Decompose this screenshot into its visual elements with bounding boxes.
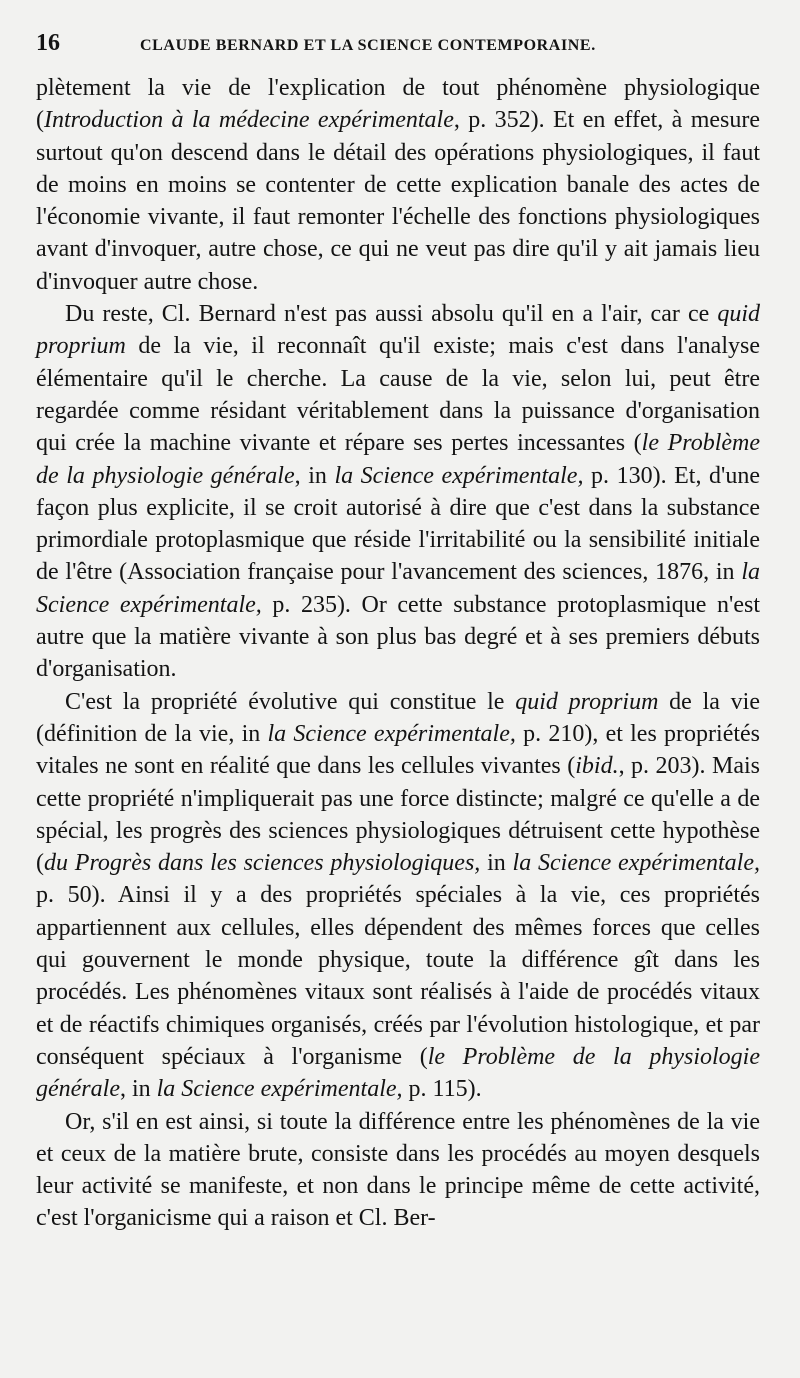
italic-span: Introduction à la médecine expérimentale — [44, 107, 454, 134]
text-span: de la vie, il reconnaît qu'il existe; mais c'est dans l'analyse élémentaire qu'il le cherche. La cause de la vie, selon lui, peut être regardée comme résidant véritablement dans la puissance d'organisation qui crée la machine vivante et répare ses pertes incessantes ( — [36, 333, 760, 457]
text-span: p. 50). Ainsi il y a des propriétés spéciales à la vie, ces propriétés appartiennent aux cellules, elles dépendent des mêmes forces que celles qui gouvernent le monde physique, toute la différence gît dans les procédés. Les phénomènes vitaux sont réalisés à l'aide de procédés vitaux et de réactifs chimiques organisés, créés par l'évolution histologique, et par conséquent spéciaux à l'organisme ( — [36, 882, 760, 1070]
italic-span: la Science expérimentale, — [512, 850, 760, 877]
text-span: Du reste, Cl. Bernard n'est pas aussi absolu qu'il en a l'air, car ce — [65, 301, 718, 328]
text-span: , in — [294, 462, 335, 489]
paragraph — [36, 72, 760, 298]
body-text — [36, 72, 760, 1235]
italic-span: la Science expérimentale, — [156, 1076, 403, 1103]
italic-span: quid proprium — [36, 301, 760, 360]
paragraph — [36, 298, 760, 686]
text-span: p. 115). — [402, 1076, 482, 1103]
running-title: CLAUDE BERNARD ET LA SCIENCE CONTEMPORAINE. — [140, 37, 596, 54]
text-span: , in — [119, 1076, 157, 1103]
text-span: p. 235). Or cette substance protoplasmique n'est autre que la matière vivante à son plus bas degré et à ses premiers débuts d'organisation. — [36, 591, 760, 683]
text-span: C'est la propriété évolutive qui constitue le — [65, 688, 516, 715]
text-span: de la vie (définition de la vie, in — [36, 688, 760, 747]
text-span: plètement la vie de l'explication de tout phénomène physiologique ( — [36, 75, 760, 134]
text-span: in — [480, 850, 513, 877]
paragraph — [36, 686, 760, 1106]
page-number: 16 — [36, 30, 60, 56]
running-head — [36, 30, 760, 66]
italic-span: la Science expérimentale, — [267, 720, 516, 747]
italic-span: le Problème de la physiologie générale — [36, 430, 760, 489]
italic-span: la Science expérimentale, — [36, 559, 760, 618]
paragraph — [36, 1106, 760, 1235]
italic-span: du Progrès dans les sciences physiologiques, — [44, 850, 481, 877]
text-span: , p. 352). Et en effet, à mesure surtout qu'on descend dans le détail des opérations physiologiques, il faut de moins en moins se contenter de cette explication banale des actes de l'économie vivante, il faut remonter l'échelle des fonctions physiologiques avant d'invoquer, autre chose, ce qui ne veut pas dire qu'il y ait jamais lieu d'invoquer autre chose. — [36, 107, 761, 295]
text-span: , p. 203). Mais cette propriété n'impliquerait pas une force distincte; malgré ce qu'elle a de spécial, les progrès des sciences physiologiques détruisent cette hypothèse ( — [36, 753, 760, 877]
text-span: p. 130). Et, d'une façon plus explicite, il se croit autorisé à dire que c'est dans la substance primordiale protoplasmique que réside l'irritabilité ou la sensibilité initiale de l'être (Association française pour l'avancement des sciences, 1876, in — [36, 462, 761, 586]
italic-span: ibid. — [575, 753, 619, 780]
italic-span: le Problème de la physiologie générale — [36, 1043, 760, 1103]
text-span: p. 210), et les propriétés vitales ne sont en réalité que dans les cellules vivantes ( — [36, 720, 761, 780]
italic-span: la Science expérimentale, — [334, 462, 584, 489]
italic-span: quid proprium — [515, 688, 659, 715]
text-span: Or, s'il en est ainsi, si toute la différence entre les phénomènes de la vie et ceux de la matière brute, consiste dans les procédés au moyen desquels leur activité se manifeste, et non dans le principe même de cette activité, c'est l'organicisme qui a raison et Cl. Ber- — [36, 1108, 760, 1232]
